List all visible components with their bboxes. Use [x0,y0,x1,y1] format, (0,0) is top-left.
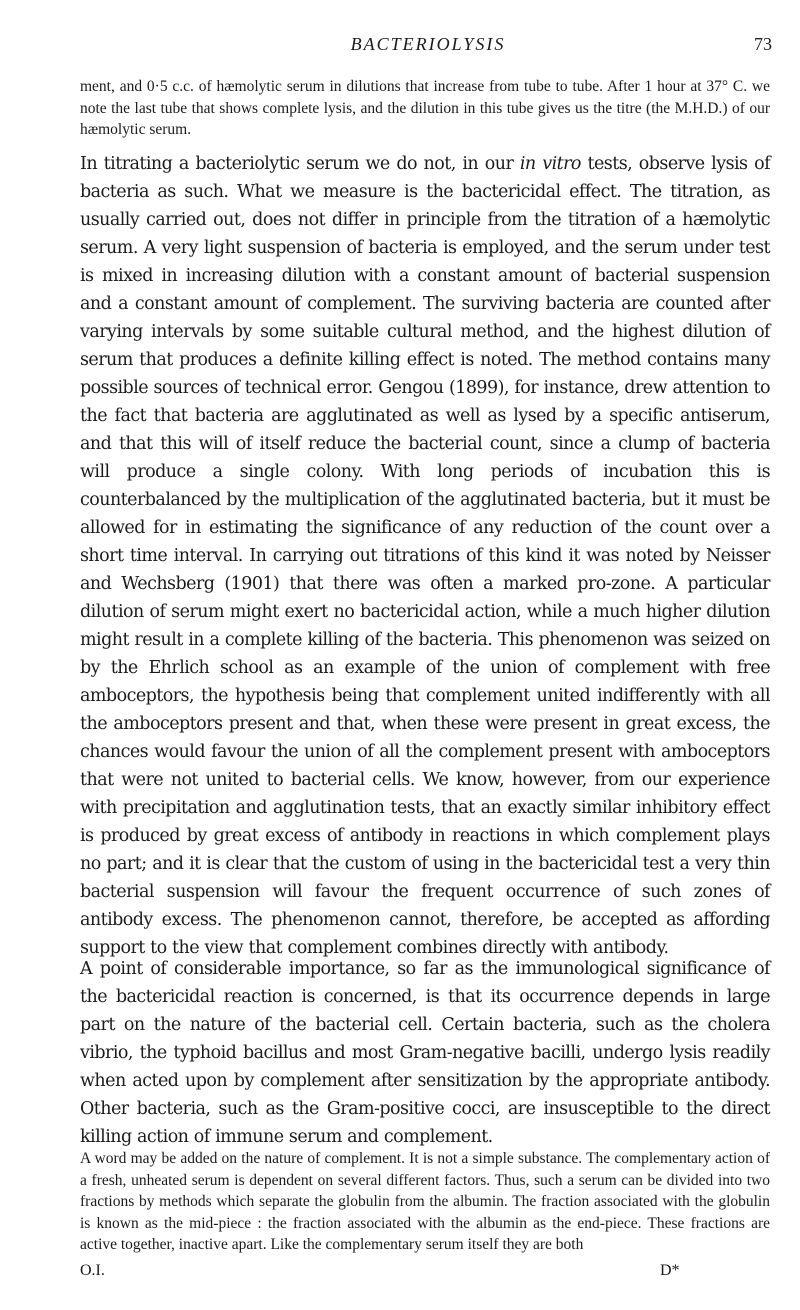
titration-paragraph [80,150,770,962]
complement-note: A word may be added on the nature of complement. It is not a simple substance. The complementary action of a fresh, unheated serum is dependent on several different factors. Thus, such a serum can be divided into two fractions by methods which separate the globulin from the albumin. The fraction associated with the globulin is known as the mid-piece : the fraction associated with the albumin as the end-piece. These fractions are active together, inactive apart. Like the complementary serum itself they are both [80,1150,770,1253]
bacterial-cell-paragraph: A point of considerable importance, so far as the immunological significance of the bactericidal reaction is concerned, is that its occurrence depends in large part on the nature of the bacterial cell. Certain bacteria, such as the cholera vibrio, the typhoid bacillus and most Gram-negative bacilli, undergo lysis readily when acted upon by complement after sensitization by the appropriate antibody. Other bacteria, such as the Gram-positive cocci, are insusceptible to the direct killing action of immune serum and complement. [80,959,770,1147]
paragraph-text-rest: tests, observe lysis of bacteria as such. What we measure is the bactericidal effect. The titration, as usually carried out, does not differ in principle from the titration of a hæmolytic serum. A very light suspension of bacteria is employed, and the serum under test is mixed in increasing dilution with a constant amount of bacterial suspension and a constant amount of complement. The surviving bacteria are counted after varying intervals by some suitable cultural method, and the highest dilution of serum that produces a definite killing effect is noted. The method contains many possible sources of technical error. Gengou (1899), for instance, drew attention to the fact that bacteria are agglutinated as well as lysed by a specific antiserum, and that this will of itself reduce the bacterial count, since a clump of bacteria will produce a single colony. With long periods of incubation this is counterbalanced by the multiplication of the agglutinated bacteria, but it must be allowed for in estimating the significance of any reduction of the count over a short time interval. In carrying out titrations of this kind it was noted by Neisser and Wechsberg (1901) that there was often a marked pro-zone. A particular dilution of serum might exert no bactericidal action, while a much higher dilution might result in a complete killing of the bacteria. This phenomenon was seized on by the Ehrlich school as an example of the union of complement with free amboceptors, the hypothesis being that complement united indifferently with all the amboceptors present and that, when these were present in great excess, the chances would favour the union of all the complement present with amboceptors that were not united to bacterial cells. We know, however, from our experience with precipitation and agglutination tests, that an exactly similar inhibitory effect is produced by great excess of antibody in reactions in which complement plays no part; and it is clear that the custom of using in the bactericidal test a very thin bacterial suspension will favour the frequent occurrence of such zones of antibody excess. The phenomenon cannot, therefore, be accepted as affording support to the view that complement combines directly with antibody. [80,154,770,958]
italic-term: in vitro [519,154,581,174]
signature-right: D* [660,1262,680,1279]
running-head [78,34,778,58]
continuation-paragraph: ment, and 0·5 c.c. of hæmolytic serum in dilutions that increase from tube to tube. After 1 hour at 37° C. we note the last tube that shows complete lysis, and the dilution in this tube gives us the titre (the M.H.D.) of our hæmolytic serum. [80,78,770,138]
running-title: BACTERIOLYSIS [350,34,506,54]
paragraph-text-start: In titrating a bacteriolytic serum we do not, in our [80,154,520,174]
page-number: 73 [754,34,772,54]
signature-line [80,1262,770,1286]
signature-left: O.I. [80,1262,105,1279]
